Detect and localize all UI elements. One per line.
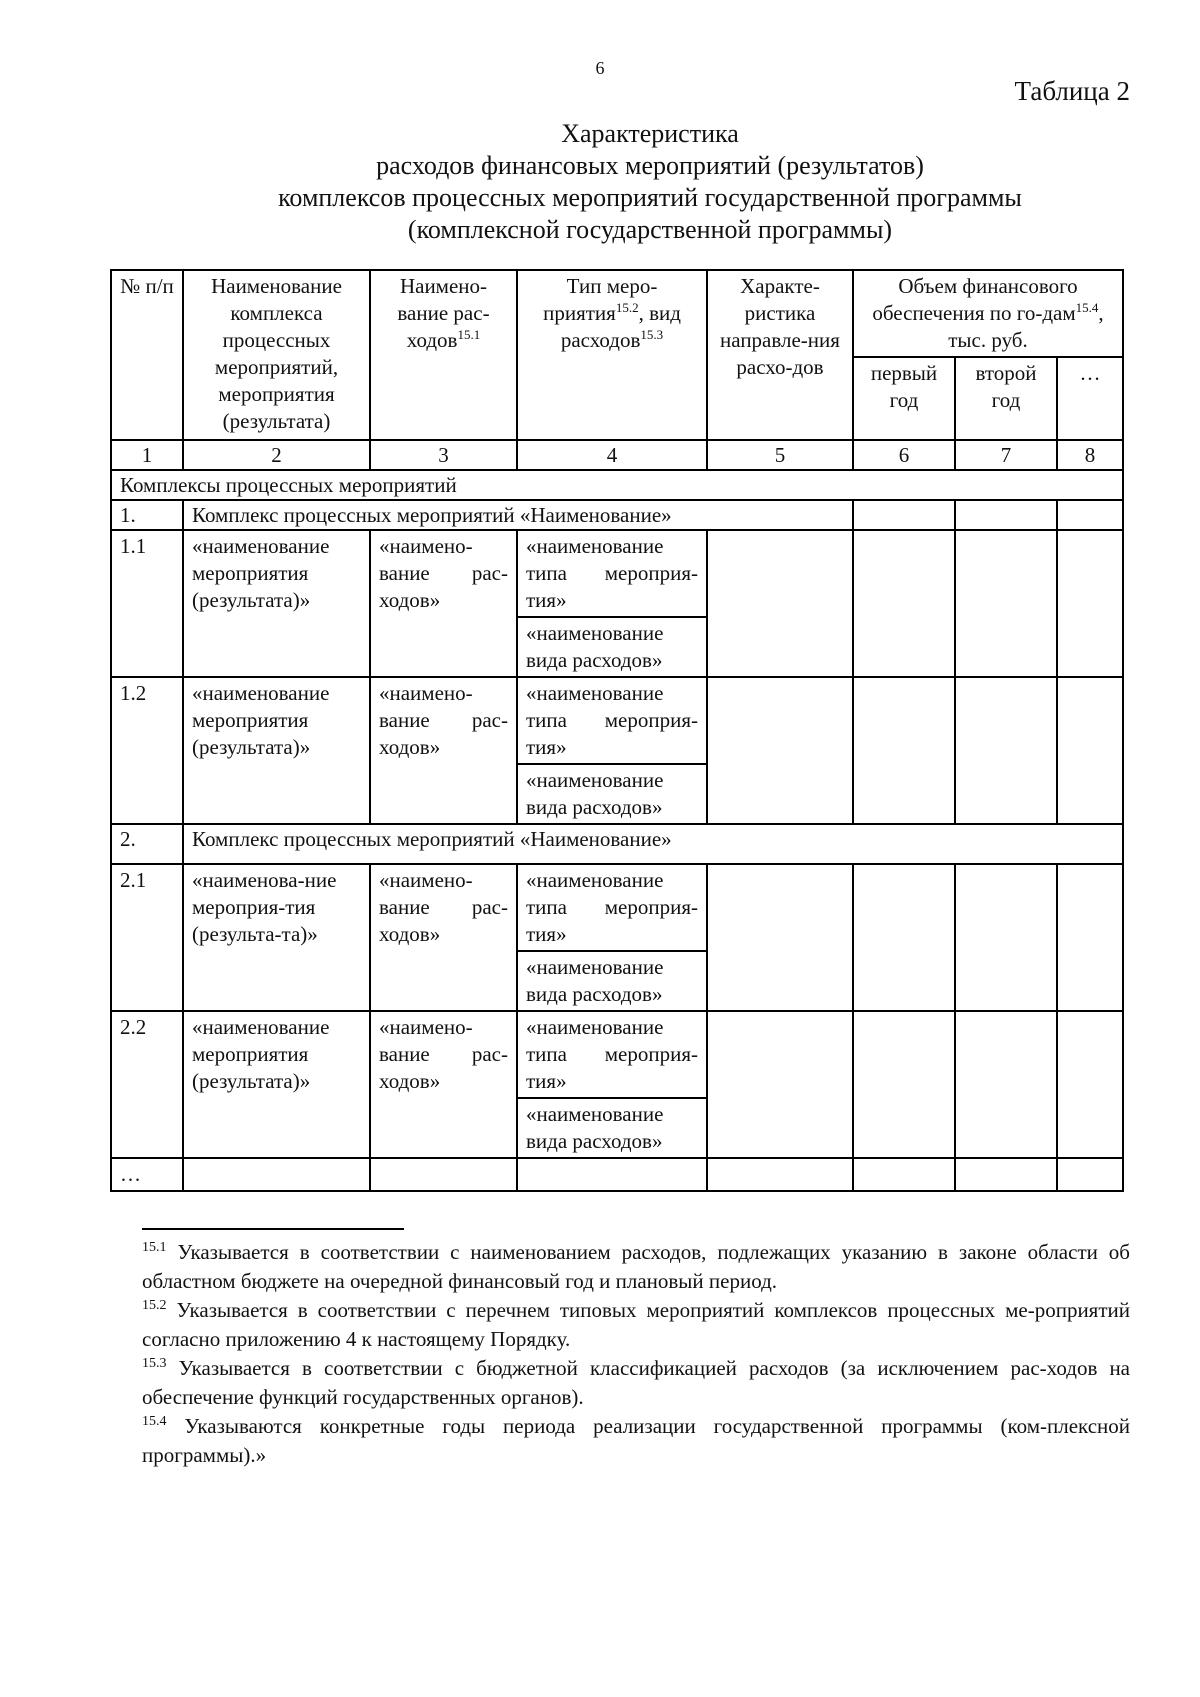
table-cell [853,530,955,677]
table-cell [1057,677,1123,824]
footnote-text: Указывается в соответствии с перечнем типовых мероприятий комплексов процессных ме-роприятий согласно приложению 4 к настоящему Порядку. [142,1298,1130,1351]
table-cell [1057,530,1123,677]
item-expense: «наимено-вание рас-ходов» [370,530,517,677]
table-cell [955,864,1057,1011]
header-expense-name-text: Наимено-вание рас-ходов [397,274,490,352]
table-cell [183,1158,370,1191]
header-type-text: Тип меро-приятия [543,274,658,325]
column-numbers-row [111,440,1123,470]
footnote-text: Указываются конкретные годы периода реализации государственной программы (ком-плексной программы).» [142,1414,1130,1467]
table-cell [517,1158,707,1191]
table-cell [707,1011,853,1158]
item-row [111,530,1123,617]
table-cell [707,1158,853,1191]
table-cell [955,677,1057,824]
header-characteristic: Характе-ристика направле-ния расхо-дов [707,270,853,440]
footnote-mark: 15.4 [142,1414,167,1429]
item-number: 1.2 [111,677,183,824]
table-cell [707,864,853,1011]
footnote-mark: 15.1 [142,1240,167,1255]
item-expense: «наимено-вание рас-ходов» [370,1011,517,1158]
footnote-item [142,1296,1130,1354]
footnote-ref: 15.4 [1075,300,1099,315]
complex-row [111,824,1123,864]
header-year-more: … [1057,357,1123,440]
item-kind: «наименование вида расходов» [517,617,707,677]
item-name: «наименование мероприятия (результата)» [183,677,370,824]
header-funding-volume [853,270,1123,357]
table-label: Таблица 2 [1014,76,1130,106]
footnote-text: Указывается в соответствии с наименованием расходов, подлежащих указанию в законе области об областном бюджете на очередной финансовый год и плановый период. [142,1240,1130,1293]
header-kind-text: вид расходов [560,301,681,352]
title-line-3: комплексов процессных мероприятий государственной программы [278,183,1022,212]
table-cell [955,530,1057,677]
footnote-item [142,1354,1130,1412]
item-kind: «наименование вида расходов» [517,951,707,1011]
item-type: «наименование типа мероприя-тия» [517,677,707,764]
table-cell [853,1011,955,1158]
item-name: «наименование мероприятия (результата)» [183,1011,370,1158]
item-name: «наименова-ние мероприя-тия (результа-та)» [183,864,370,1011]
table-cell [1057,864,1123,1011]
column-number: 8 [1057,440,1123,470]
table-cell [853,500,955,530]
item-type: «наименование типа мероприя-тия» [517,530,707,617]
item-type: «наименование типа мероприя-тия» [517,864,707,951]
table-cell [853,677,955,824]
complex-name: Комплекс процессных мероприятий «Наименование» [183,824,1123,864]
header-expense-name [370,270,517,440]
column-number: 4 [517,440,707,470]
footnote-ref: 15.3 [640,327,664,342]
section-label: Комплексы процессных мероприятий [111,470,1123,500]
header-year-first: первый год [853,357,955,440]
column-number: 7 [955,440,1057,470]
item-name: «наименование мероприятия (результата)» [183,530,370,677]
header-type-comma: , [638,301,644,325]
title-line-4: (комплексной государственной программы) [407,215,893,244]
footnote-mark: 15.2 [142,1298,167,1313]
footnote-mark: 15.3 [142,1356,167,1371]
item-row [111,677,1123,764]
table-cell [1057,500,1123,530]
footnote-item [142,1412,1130,1470]
footnote-divider [142,1228,404,1230]
column-number: 1 [111,440,183,470]
section-row [111,470,1123,500]
table-cell [707,677,853,824]
header-num: № п/п [111,270,183,440]
complex-number: 1. [111,500,183,530]
table-cell [370,1158,517,1191]
item-expense: «наимено-вание рас-ходов» [370,864,517,1011]
table-cell [1057,1158,1123,1191]
item-number: 2.1 [111,864,183,1011]
table-cell [853,1158,955,1191]
table-cell [853,864,955,1011]
complex-number: 2. [111,824,183,864]
item-number: 2.2 [111,1011,183,1158]
column-number: 6 [853,440,955,470]
item-row [111,1011,1123,1098]
item-type: «наименование типа мероприя-тия» [517,1011,707,1098]
table-cell [955,1011,1057,1158]
table-cell [955,500,1057,530]
item-number: 1.1 [111,530,183,677]
item-kind: «наименование вида расходов» [517,764,707,824]
footnotes [142,1238,1130,1470]
footnote-ref: 15.1 [457,327,481,342]
title-line-2: расходов финансовых мероприятий (результатов) [376,151,924,180]
trailing-row [111,1158,1123,1191]
header-complex-name: Наименование комплекса процессных мероприятий, мероприятия (результата) [183,270,370,440]
page-number: 6 [595,58,605,78]
header-row [111,270,1123,357]
expenses-table [110,269,1124,1192]
complex-row [111,500,1123,530]
title-line-1: Характеристика [561,119,739,148]
item-expense: «наимено-вание рас-ходов» [370,677,517,824]
document-title [100,118,1200,246]
column-number: 2 [183,440,370,470]
header-year-second: второй год [955,357,1057,440]
footnote-ref: 15.2 [615,300,639,315]
trailing-ellipsis: … [111,1158,183,1191]
table-cell [707,530,853,677]
complex-name: Комплекс процессных мероприятий «Наименование» [183,500,853,530]
item-row [111,864,1123,951]
item-kind: «наименование вида расходов» [517,1098,707,1158]
column-number: 5 [707,440,853,470]
footnote-text: Указывается в соответствии с бюджетной классификацией расходов (за исключением рас-ходов на обеспечение функций государственных органов). [142,1356,1130,1409]
column-number: 3 [370,440,517,470]
footnote-item [142,1238,1130,1296]
table-cell [955,1158,1057,1191]
header-funding-unit: , тыс. руб. [948,301,1104,352]
header-funding-text: Объем финансового обеспечения по го-дам [872,274,1078,325]
table-cell [1057,1011,1123,1158]
header-type-kind [517,270,707,440]
